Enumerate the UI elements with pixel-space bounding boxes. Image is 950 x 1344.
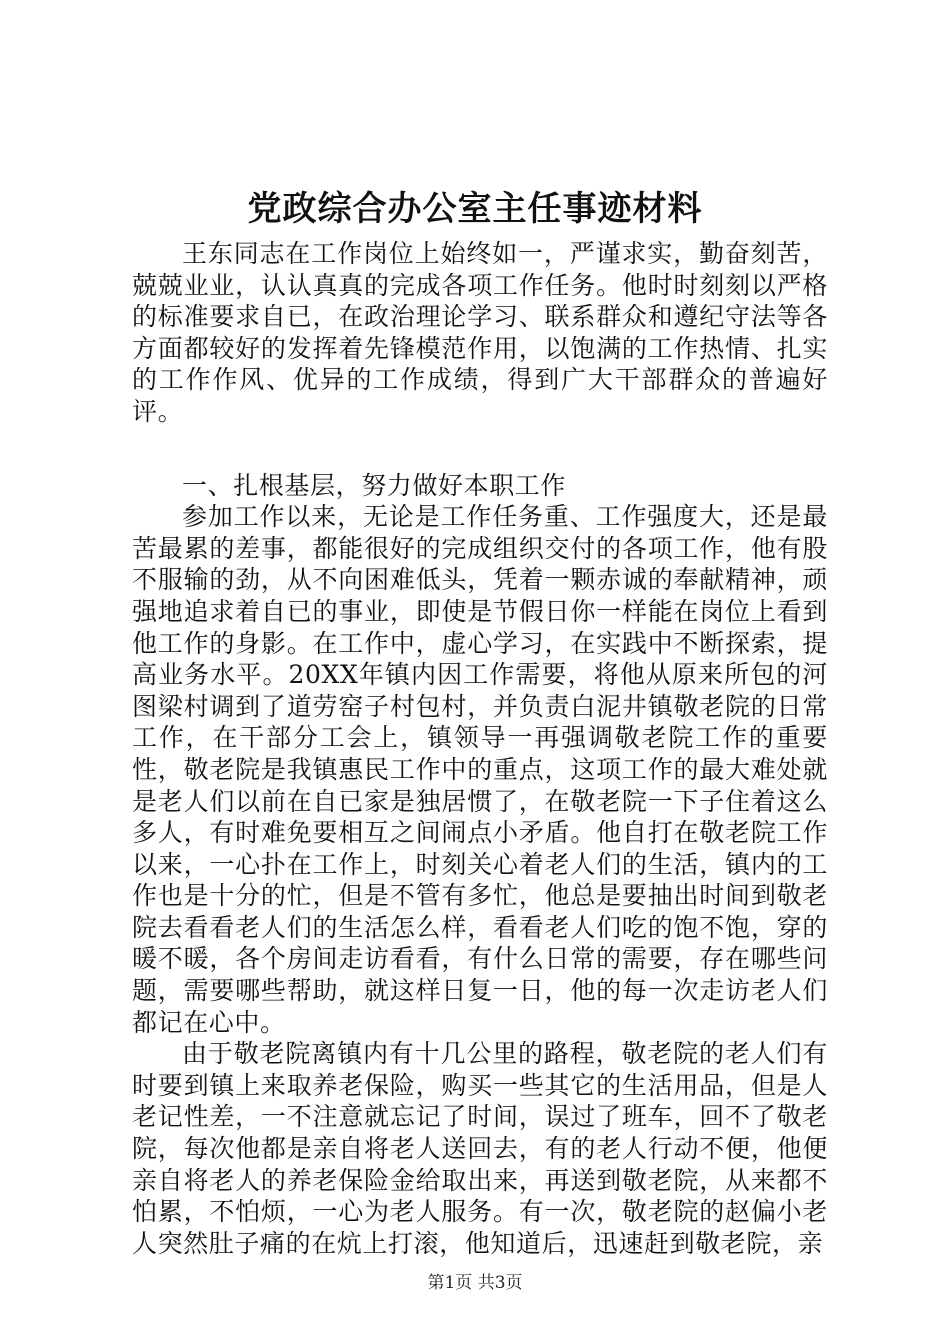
section-paragraph-2: 由于敬老院离镇内有十几公里的路程，敬老院的老人们有时要到镇上来取养老保险，购买一些其它的生活用品，但是人老记性差，一不注意就忘记了时间，误过了班车，回不了敬老院，每次他都是亲自将老人送回去，有的老人行动不便，他便亲自将老人的养老保险金给取出来，再送到敬老院，从来都不怕累，不怕烦，一心为老人服务。有一次，敬老院的赵偏小老人突然肚子痛的在炕上打滚，他知道后，迅速赶到敬老院，亲 [132,1039,828,1258]
page-footer: 第1页 共3页 [427,1273,523,1293]
document-title: 党政综合办公室主任事迹材料 [247,189,703,229]
paragraph-gap [132,428,828,470]
section-paragraph-1: 参加工作以来，无论是工作任务重、工作强度大，还是最苦最累的差事，都能很好的完成组织交付的各项工作，他有股不服输的劲，从不向困难低头，凭着一颗赤诚的奉献精神，顽强地追求着自已的事业，即使是节假日你一样能在岗位上看到他工作的身影。在工作中，虚心学习，在实践中不断探索，提高业务水平。20XX年镇内因工作需要，将他从原来所包的河图梁村调到了道劳窑子村包村，并负责白泥井镇敬老院的日常工作，在干部分工会上，镇领导一再强调敬老院工作的重要性，敬老院是我镇惠民工作中的重点，这项工作的最大难处就是老人们以前在自已家是独居惯了，在敬老院一下子住着这么多人，有时难免要相互之间闹点小矛盾。他自打在敬老院工作以来，一心扑在工作上，时刻关心着老人们的生活，镇内的工作也是十分的忙，但是不管有多忙，他总是要抽出时间到敬老院去看看老人们的生活怎么样，看看老人们吃的饱不饱，穿的暖不暖，各个房间走访看看，有什么日常的需要，存在哪些问题，需要哪些帮助，就这样日复一日，他的每一次走访老人们都记在心中。 [132,502,828,1037]
section-heading: 一、扎根基层，努力做好本职工作 [182,470,567,500]
intro-paragraph: 王东同志在工作岗位上始终如一，严谨求实，勤奋刻苦，兢兢业业，认认真真的完成各项工作任务。他时时刻刻以严格的标准要求自已，在政治理论学习、联系群众和遵纪守法等各方面都较好的发挥着先锋模范作用，以饱满的工作热情、扎实的工作作风、优异的工作成绩，得到广大干部群众的普遍好评。 [132,239,828,426]
document-body [132,238,828,1259]
